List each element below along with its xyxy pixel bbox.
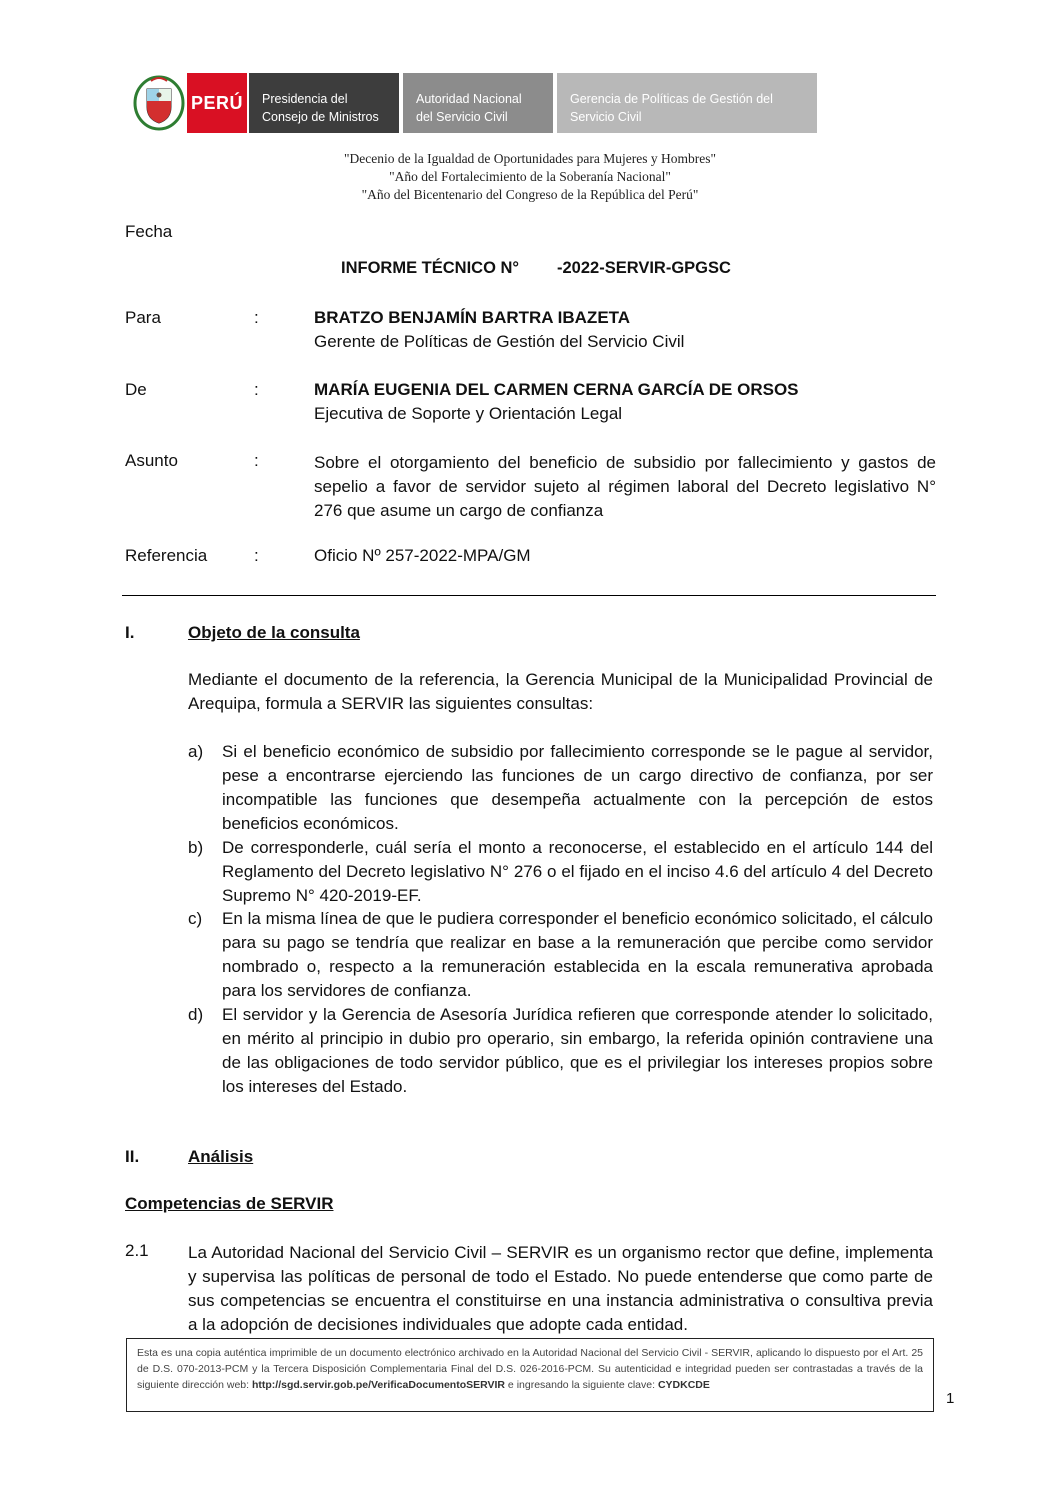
servir-line1: Autoridad Nacional bbox=[416, 92, 522, 106]
paragraph-2-1-text: La Autoridad Nacional del Servicio Civil – SERVIR es un organismo rector que define, implementa y supervisa las políticas de personal de todo el Estado. No puede entenderse que como parte de sus competencias se encuentra el constituirse en una instancia administrativa o consultiva previa a la adopción de decisiones individuales que adopte cada entidad. bbox=[188, 1243, 933, 1334]
asunto-label: Asunto bbox=[125, 451, 178, 470]
de-label: De bbox=[125, 380, 147, 399]
list-item-d-text: El servidor y la Gerencia de Asesoría Jurídica refieren que corresponde atender lo solicitado, en mérito al principio in dubio pro operario, sin embargo, la referida opinión contraviene una de las obligaciones de todo servidor público, que es el privilegiar los intereses propios sobre los intereses del Estado. bbox=[222, 1005, 933, 1096]
list-item-c bbox=[188, 907, 933, 1003]
section-1-number: I. bbox=[125, 623, 135, 642]
footer-text-1: Esta es una copia auténtica imprimible de un documento electrónico archivado en la Autoridad Nacional del Servicio Civil - SERVIR, aplicando lo dispuesto por el Art. 25 de D.S. 070-2013-PCM y la Tercera Disposición Complementaria Final del D.S. 026-2016-PCM. Su autenticidad e integridad pueden ser contrastadas a través de la siguiente dirección web: bbox=[137, 1347, 923, 1391]
page-number: 1 bbox=[946, 1390, 955, 1407]
section-2-title: Análisis bbox=[188, 1147, 254, 1166]
pcm-box bbox=[249, 73, 399, 133]
report-title-part2: -2022-SERVIR-GPGSC bbox=[557, 259, 731, 277]
list-item-a bbox=[188, 740, 933, 836]
section-1-title: Objeto de la consulta bbox=[188, 623, 360, 642]
year-line-2: "Año del Fortalecimiento de la Soberanía Nacional" bbox=[389, 169, 671, 184]
list-item-d-mark: d) bbox=[188, 1005, 204, 1024]
list-item-a-text: Si el beneficio económico de subsidio por fallecimiento corresponde se le pague al servidor, pese a encontrarse ejerciendo las funciones de un cargo directivo de confianza, por ser incompatible las funciones que desempeña actualmente con la percepción de estos beneficios económicos. bbox=[222, 742, 933, 833]
gpgsc-line2: Servicio Civil bbox=[570, 110, 642, 124]
para-label: Para bbox=[125, 308, 161, 327]
header-divider bbox=[122, 595, 936, 596]
paragraph-2-1-number: 2.1 bbox=[125, 1241, 149, 1260]
peru-coat-of-arms-icon bbox=[131, 73, 187, 133]
list-item-c-mark: c) bbox=[188, 909, 203, 928]
year-line-3: "Año del Bicentenario del Congreso de la República del Perú" bbox=[361, 187, 699, 202]
report-title-part1: INFORME TÉCNICO N° bbox=[341, 259, 520, 277]
institutional-header bbox=[131, 73, 817, 133]
pcm-line1: Presidencia del bbox=[262, 92, 348, 106]
list-item-c-text: En la misma línea de que le pudiera corresponder el beneficio económico solicitado, el cálculo para su pago se tendría que realizar en base a la remuneración que percibe como servidor nombrado o, respecto a la remuneración establecida en la escala remunerativa aprobada para los servidores de confianza. bbox=[222, 909, 933, 1000]
servir-box bbox=[403, 73, 553, 133]
gpgsc-box bbox=[557, 73, 817, 133]
list-item-a-mark: a) bbox=[188, 742, 204, 761]
peru-brand-box: PERÚ bbox=[187, 73, 247, 133]
section-1-intro: Mediante el documento de la referencia, la Gerencia Municipal de la Municipalidad Provincial de Arequipa, formula a SERVIR las siguientes consultas: bbox=[188, 670, 933, 713]
report-title bbox=[341, 259, 731, 278]
para-role: Gerente de Políticas de Gestión del Servicio Civil bbox=[314, 332, 685, 351]
para-colon: : bbox=[254, 308, 259, 327]
servir-line2: del Servicio Civil bbox=[416, 110, 508, 124]
referencia-colon: : bbox=[254, 546, 259, 565]
fecha-label: Fecha bbox=[125, 222, 173, 241]
year-line-1: "Decenio de la Igualdad de Oportunidades para Mujeres y Hombres" bbox=[343, 151, 717, 166]
commemorative-years bbox=[130, 150, 930, 204]
asunto-line-2: sepelio a favor de servidor sujeto al régimen laboral del Decreto legislativo N° bbox=[314, 477, 936, 496]
referencia-label: Referencia bbox=[125, 546, 208, 565]
asunto-line-1: Sobre el otorgamiento del beneficio de subsidio por fallecimiento y gastos de bbox=[314, 453, 936, 472]
list-item-d bbox=[188, 1003, 933, 1099]
list-item-b-text: De corresponderle, cuál sería el monto a reconocerse, el establecido en el artículo 144 del Reglamento del Decreto legislativo N° 276 o el fijado en el inciso 4.6 del artículo 4 del Decreto Supremo N° 420-2019-EF. bbox=[222, 838, 933, 905]
footer-text-2: e ingresando la siguiente clave: bbox=[505, 1379, 658, 1391]
gpgsc-line1: Gerencia de Políticas de Gestión del bbox=[570, 92, 773, 106]
footer-verification-url[interactable]: http://sgd.servir.gob.pe/VerificaDocumentoSERVIR bbox=[251, 1379, 506, 1391]
asunto-line-3: 276 que asume un cargo de confianza bbox=[314, 501, 604, 520]
asunto-text bbox=[314, 451, 936, 523]
asunto-colon: : bbox=[254, 451, 259, 470]
pcm-line2: Consejo de Ministros bbox=[262, 110, 379, 124]
list-item-b-mark: b) bbox=[188, 838, 204, 857]
list-item-b bbox=[188, 836, 933, 908]
de-name: MARÍA EUGENIA DEL CARMEN CERNA GARCÍA DE ORSOS bbox=[314, 380, 799, 399]
de-role: Ejecutiva de Soporte y Orientación Legal bbox=[314, 404, 623, 423]
section-2-number: II. bbox=[125, 1147, 140, 1166]
section-2-subtitle: Competencias de SERVIR bbox=[125, 1194, 334, 1213]
authenticity-footer bbox=[126, 1338, 934, 1412]
footer-key: CYDKCDE bbox=[657, 1379, 710, 1391]
referencia-value: Oficio Nº 257-2022-MPA/GM bbox=[314, 546, 531, 565]
para-name: BRATZO BENJAMÍN BARTRA IBAZETA bbox=[314, 308, 631, 327]
de-colon: : bbox=[254, 380, 259, 399]
